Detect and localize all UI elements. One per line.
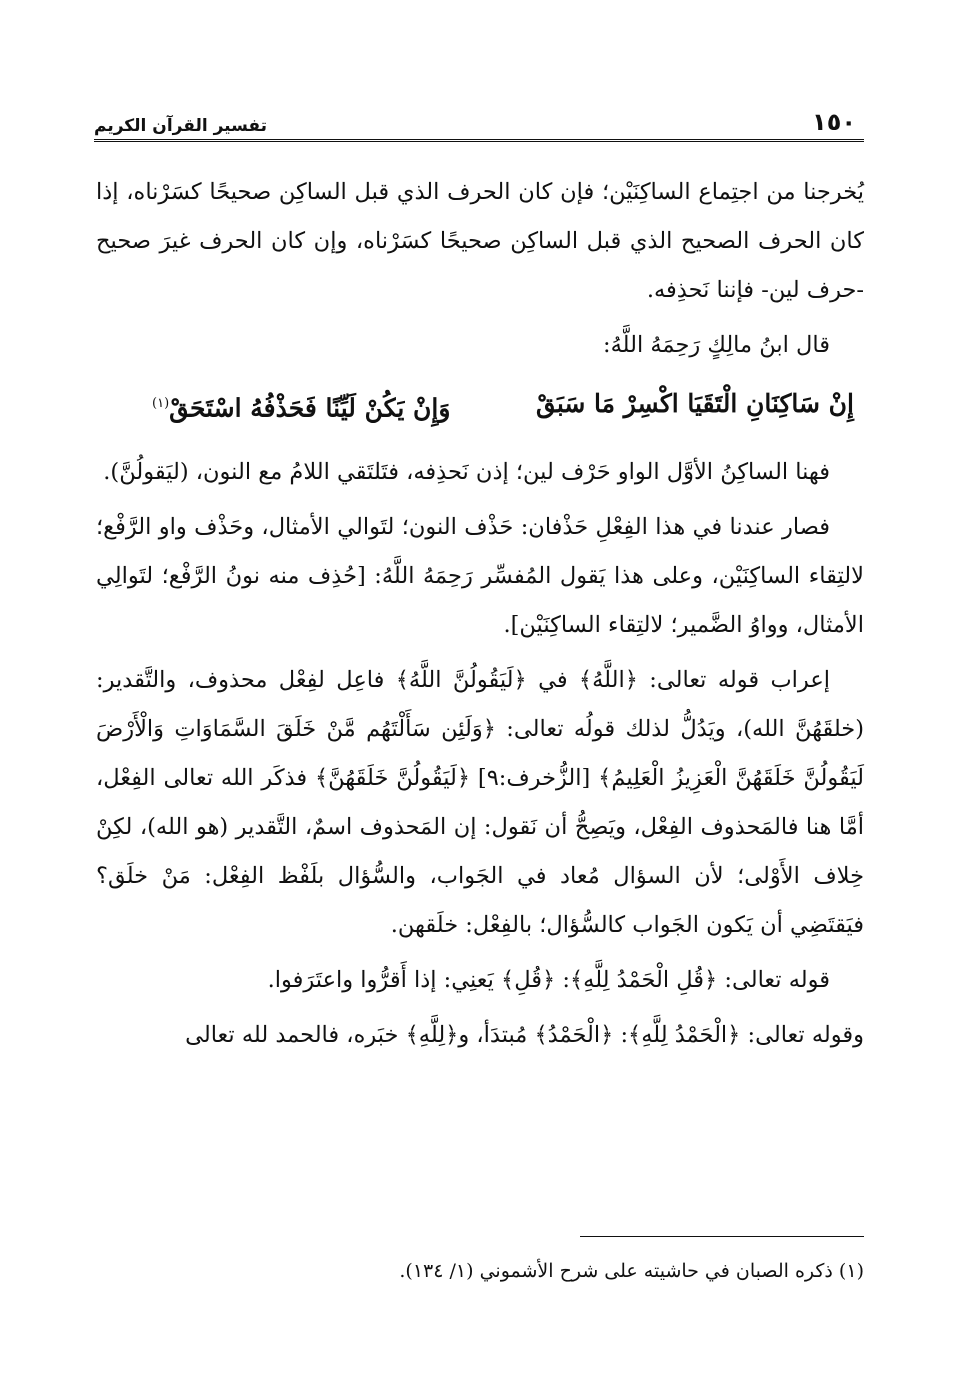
page-body: [96, 168, 864, 1066]
verse-first-hemistich: إِنْ سَاكِنَانِ الْتَقَيَا اكْسِرْ مَا سَبَقْ: [535, 389, 854, 418]
footnote: (١) ذكره الصبان في حاشيته على شرح الأشموني (١/ ١٣٤).: [399, 1260, 864, 1282]
paragraph-2: قال ابنُ مالِكٍ رَحِمَهُ اللَّهُ:: [603, 332, 830, 358]
paragraph-1: يُخرجنا من اجتِماع الساكِنَيْن؛ فإن كان الحرف الذي قبل الساكِن صحيحًا كسَرْناه، إذا كان الحرف الصحيح الذي قبل الساكِن صحيحًا كسَرْناه، وإن كان الحرف غيرَ صحيح -حرف لين- فإننا نَحذِفه.: [96, 179, 864, 303]
book-title: تفسير القرآن الكريم: [94, 116, 268, 136]
paragraph-4: فصار عندنا في هذا الفِعْلِ حَذْفان: حَذْف النون؛ لتَوالي الأمثال، وحَذْف واو الرَّفْع؛ لالتِقاء الساكِنَيْن، وعلى هذا يَقول المُفسِّر رَحِمَهُ اللَّهُ: [حُذِف منه نونُ الرَّفْع؛ لتَوالِي الأمثال، وواوُ الضَّمير؛ لالتِقاء الساكِنَيْن].: [96, 514, 864, 639]
paragraph-5: إعراب قوله تعالى: ﴿اللَّهُ﴾ في ﴿لَيَقُولُنَّ اللَّهُ﴾ فاعِل لفِعْل محذوف، والتَّقدير: (خلقَهُنَّ الله)، ويَدُلُّ لذلك قولُه تعالى: ﴿وَلَئِن سَأَلْتَهُم مَّنْ خَلَقَ السَّمَاوَاتِ وَالْأَرْضَ لَيَقُولُنَّ خَلَقَهُنَّ الْعَزِيزُ الْعَلِيمُ﴾ [الزُّخرف:٩] ﴿لَيَقُولُنَّ خَلَقَهُنَّ﴾ فذكَر الله تعالى الفِعْل، أمَّا هنا فالمَحذوف الفِعْل، ويَصِحُّ أن نَقول: إن المَحذوف اسمٌ، التَّقدير (هو الله)، لكِنْ خِلاف الأَوْلى؛ لأن السؤال مُعاد في الجَواب، والسُّؤال بلَفْظ الفِعْل: مَنْ خلَق؟ فيَقتَضِي أن يَكون الجَواب كالسُّؤال؛ بالفِعْل: خلَقهن.: [96, 667, 865, 939]
footnote-marker[interactable]: (١): [152, 396, 170, 411]
paragraph-7: وقوله تعالى: ﴿الْحَمْدُ لِلَّهِ﴾: ﴿الْحَمْدُ﴾ مُبتدَأ، و﴿لِلَّهِ﴾ خبَره، فالحمد لله تعالى: [185, 1022, 864, 1049]
paragraph-6: قوله تعالى: ﴿قُلِ الْحَمْدُ لِلَّهِ﴾: ﴿قُلِ﴾ يَعنِي: إذا أَقرُّوا واعتَرَفوا.: [267, 967, 830, 994]
verse-second-hemistich-text: وَإِنْ يَكُنْ لَيِّنًا فَحَذْفُهُ اسْتَحَقْ: [169, 393, 451, 423]
header-divider: [94, 139, 864, 142]
page-number: ١٥٠: [812, 108, 856, 136]
verse-second-hemistich: [152, 376, 450, 436]
paragraph-3: فهنا الساكِنُ الأوَّل الواو حَرْف لين؛ إذن نَحذِفه، فتَلتَقي اللامُ مع النون، (ليَقولُنَّ).: [103, 459, 830, 486]
page-header: [94, 96, 862, 136]
poetry-verse: [152, 376, 854, 436]
footnote-divider: [580, 1236, 864, 1237]
